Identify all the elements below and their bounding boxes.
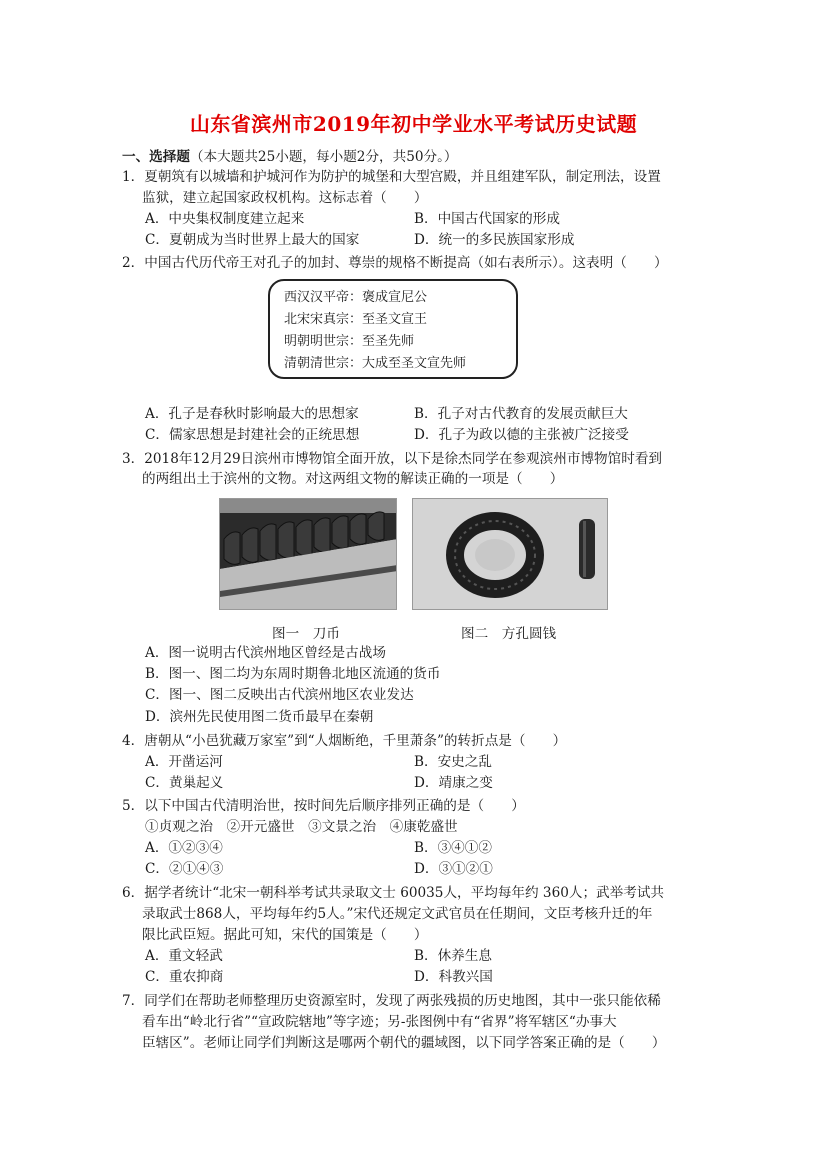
q6-stem-line3: 限比武臣短。据此可知，宋代的国策是（ ）	[142, 927, 428, 943]
q2-option-c: C．儒家思想是封建社会的正统思想	[145, 427, 360, 443]
exam-title: 山东省滨州市2019年初中学业水平考试历史试题	[189, 112, 638, 136]
q1-option-a: A．中央集权制度建立起来	[145, 211, 305, 227]
q2-box-row: 明朝明世宗：至圣先师	[284, 334, 415, 349]
q5-option-b: B．③④①②	[414, 840, 492, 856]
q5-stem-line2: ①贞观之治 ②开元盛世 ③文景之治 ④康乾盛世	[145, 819, 458, 835]
q5-stem-line1: 5．以下中国古代清明治世，按时间先后顺序排列正确的是（ ）	[122, 798, 525, 814]
q7-stem-line3: 臣辖区”。老师让同学们判断这是哪两个朝代的疆域图，以下同学答案正确的是（ ）	[142, 1035, 666, 1051]
q1-stem-line1: 1．夏朝筑有以城墙和护城河作为防护的城堡和大型宫殿，并且组建军队，制定刑法，设置	[122, 169, 661, 185]
q3-option-a: A．图一说明古代滨州地区曾经是古战场	[145, 645, 386, 661]
q3-option-c: C．图一、图二反映出古代滨州地区农业发达	[145, 687, 414, 703]
q2-box-row: 西汉汉平帝：褒成宣尼公	[284, 290, 428, 305]
q6-option-b: B．休养生息	[414, 948, 492, 964]
figure2-caption: 图二 方孔圆钱	[461, 626, 557, 642]
q4-option-d: D．靖康之变	[414, 775, 493, 791]
q2-box-row: 北宋宋真宗：至圣文宣王	[284, 312, 428, 327]
q6-stem-line1: 6．据学者统计“北宋一朝科举考试共录取文士 60035人，平均每年约 360人；武举考试共	[122, 885, 665, 901]
q1-option-c: C．夏朝成为当时世界上最大的国家	[145, 232, 360, 248]
knife-coin-photo	[219, 498, 397, 610]
q5-option-d: D．③①②①	[414, 861, 493, 877]
figure1-caption: 图一 刀币	[272, 626, 340, 642]
q1-option-d: D．统一的多民族国家形成	[414, 232, 575, 248]
q2-stem-line1: 2．中国古代历代帝王对孔子的加封、尊崇的规格不断提高（如右表所示）。这表明（ ）	[122, 255, 668, 271]
q2-option-d: D．孔子为政以德的主张被广泛接受	[414, 427, 629, 443]
q3-option-d: D．滨州先民使用图二货币最早在秦朝	[145, 709, 374, 725]
q4-option-c: C．黄巢起义	[145, 775, 224, 791]
q5-option-c: C．②①④③	[145, 861, 224, 877]
q7-stem-line2: 看车出“岭北行省”“宣政院辖地”等字迹；另-张图例中有“省界”将军辖区“办事大	[142, 1014, 617, 1030]
q4-option-a: A．开凿运河	[145, 754, 223, 770]
q3-stem-line2: 的两组出土于滨州的文物。对这两组文物的解读正确的一项是（ ）	[142, 471, 564, 487]
q4-stem-line1: 4．唐朝从“小邑犹藏万家室”到“人烟断绝，千里萧条”的转折点是（ ）	[122, 733, 567, 749]
q6-stem-line2: 录取武士868人，平均每年约5人。”宋代还规定文武官员在任期间，文臣考核升迁的年	[142, 906, 653, 922]
q2-option-b: B．孔子对古代教育的发展贡献巨大	[414, 406, 628, 422]
q6-option-d: D．科教兴国	[414, 969, 493, 985]
q4-option-b: B．安史之乱	[414, 754, 492, 770]
q6-option-a: A．重文轻武	[145, 948, 223, 964]
q7-stem-line1: 7．同学们在帮助老师整理历史资源室时，发现了两张残损的历史地图，其中一张只能依稀	[122, 993, 661, 1009]
section-heading	[122, 147, 458, 167]
section-label: 一、选择题	[122, 149, 190, 165]
q3-stem-line1: 3．2018年12月29日滨州市博物馆全面开放，以下是徐杰同学在参观滨州市博物馆时看到	[122, 451, 663, 467]
q2-box-row: 清朝清世宗：大成至圣文宣先师	[284, 356, 467, 371]
q1-option-b: B．中国古代国家的形成	[414, 211, 560, 227]
q2-option-a: A．孔子是春秋时影响最大的思想家	[145, 406, 359, 422]
q3-option-b: B．图一、图二均为东周时期鲁北地区流通的货币	[145, 666, 441, 682]
round-coin-photo	[412, 498, 608, 610]
q5-option-a: A．①②③④	[145, 840, 223, 856]
q6-option-c: C．重农抑商	[145, 969, 224, 985]
q2-title-box	[268, 279, 518, 379]
section-note: （本大题共25小题，每小题2分，共50分。）	[189, 149, 458, 165]
q1-stem-line2: 监狱，建立起国家政权机构。这标志着（ ）	[142, 190, 428, 206]
